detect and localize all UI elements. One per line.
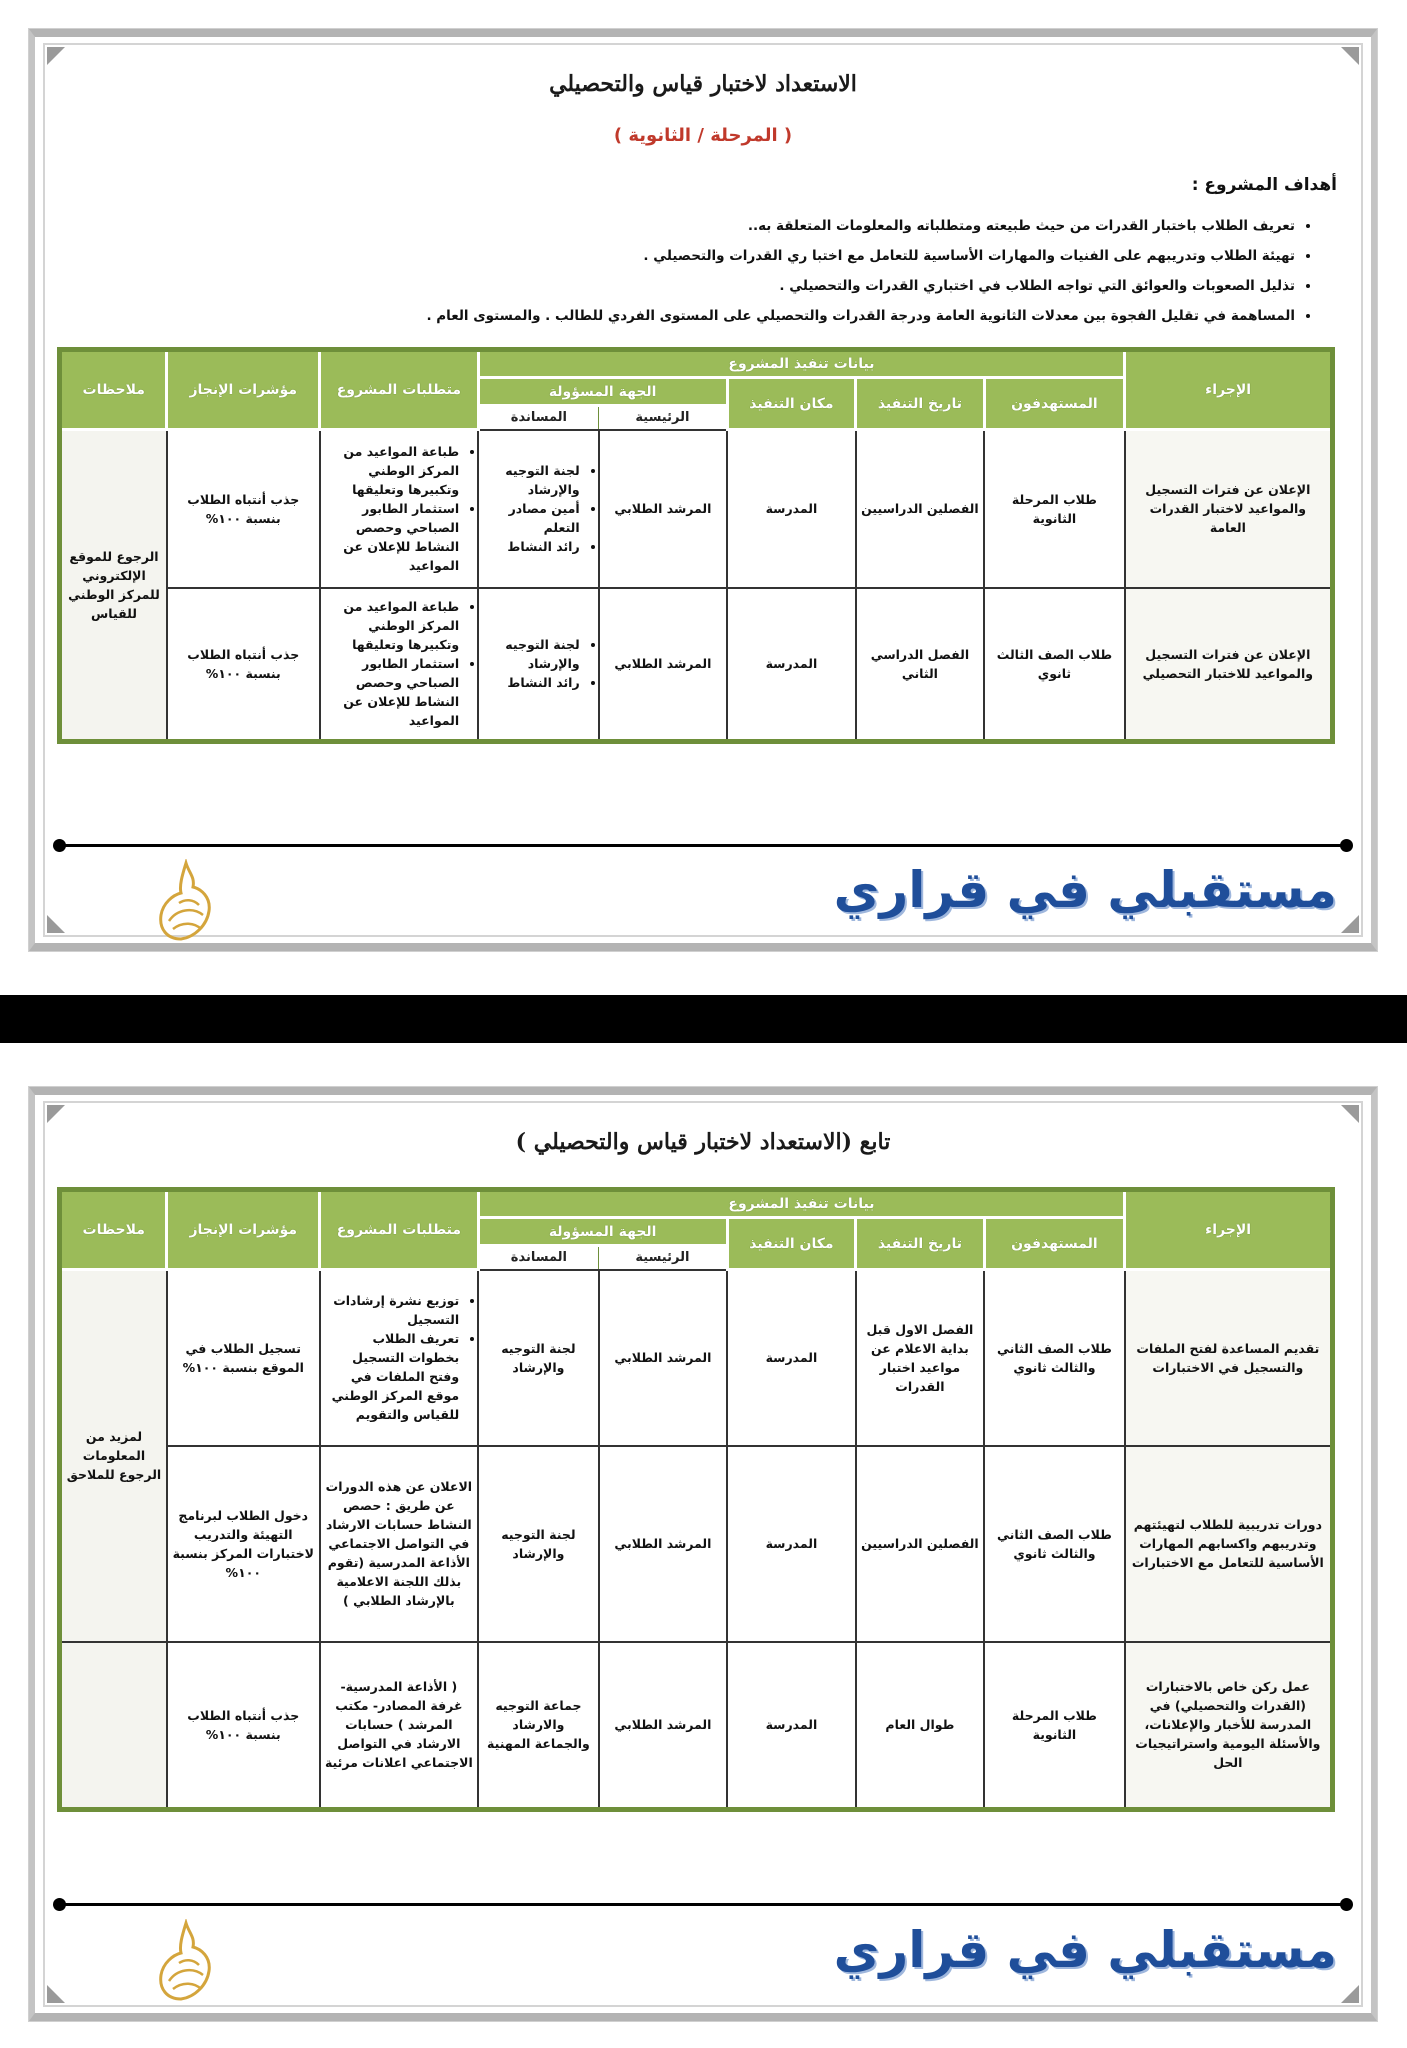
cell-place: المدرسة: [727, 1642, 856, 1810]
cell-requirements: ( الأذاعة المدرسية- غرفة المصادر- مكتب المرشد ) حسابات الارشاد في التواصل الاجتماعي اعلانات مرئية: [320, 1642, 479, 1810]
corner-triangle: [1341, 1105, 1359, 1123]
calligraphy-logo-icon: [149, 859, 223, 945]
header-indicators: مؤشرات الإنجاز: [167, 350, 320, 430]
corner-triangle: [47, 1105, 65, 1123]
cell-place: المدرسة: [727, 1270, 856, 1446]
corner-triangle: [1341, 915, 1359, 933]
support-item: • لجنة التوجيه والإرشاد: [483, 461, 580, 499]
page-title: تابع (الاستعداد لاختبار قياس والتحصيلي ): [515, 1129, 891, 1155]
table-row: [60, 430, 1333, 588]
header-indicators: مؤشرات الإنجاز: [167, 1190, 320, 1270]
cell-action: الإعلان عن فترات التسجيل والمواعيد لاختبار القدرات العامة: [1125, 430, 1333, 588]
cell-main: المرشد الطلابي: [599, 588, 728, 742]
header-notes: ملاحظات: [60, 350, 167, 430]
table-row: [60, 1446, 1333, 1642]
header-group: بيانات تنفيذ المشروع: [478, 1190, 1125, 1218]
goal-item: • تذليل الصعوبات والعوائق التي تواجه الطلاب في اختباري القدرات والتحصيلي .: [89, 271, 1295, 301]
header-date: تاريخ التنفيذ: [856, 1218, 985, 1270]
support-item: • رائد النشاط: [483, 673, 580, 692]
page-title: الاستعداد لاختبار قياس والتحصيلي: [549, 71, 857, 97]
cell-target: طلاب الصف الثاني والثالث ثانوي: [984, 1446, 1125, 1642]
header-place: مكان التنفيذ: [727, 378, 856, 430]
rule-dot: [1340, 839, 1353, 852]
cell-notes: الرجوع للموقع الإلكتروني للمركز الوطني للقياس: [60, 430, 167, 742]
corner-triangle: [47, 47, 65, 65]
requirement-item: • استثمار الطابور الصباحي وحصص النشاط للإعلان عن المواعيد: [325, 499, 460, 575]
header-requirements: متطلبات المشروع: [320, 350, 479, 430]
cell-requirements: الاعلان عن هذه الدورات عن طريق : حصص النشاط حسابات الارشاد في التواصل الاجتماعي الأذاعة المدرسية (تقوم بذلك اللجنة الاعلامية بالإرشاد الطلابي ): [320, 1446, 479, 1642]
cell-indicator: تسجيل الطلاب في الموقع بنسبة ١٠٠%: [167, 1270, 320, 1446]
cell-support: لجنة التوجيه والإرشاد: [478, 1446, 599, 1642]
cell-target: طلاب الصف الثالث ثانوي: [984, 588, 1125, 742]
cell-date: الفصل الاول قبل بداية الاعلام عن مواعيد اختبار القدرات: [856, 1270, 985, 1446]
cell-place: المدرسة: [727, 588, 856, 742]
goals-heading: أهداف المشروع :: [1191, 175, 1337, 195]
goal-item: • تهيئة الطلاب وتدريبهم على الفنيات والمهارات الأساسية للتعامل مع اختبا ري القدرات والتحصيلي .: [89, 241, 1295, 271]
project-table: [57, 1187, 1335, 1812]
header-group: بيانات تنفيذ المشروع: [478, 350, 1125, 378]
header-requirements: متطلبات المشروع: [320, 1190, 479, 1270]
header-responsible: الجهة المسؤولة: [478, 1218, 727, 1246]
cell-requirements: [320, 588, 479, 742]
cell-indicator: جذب أنتباه الطلاب بنسبة ١٠٠%: [167, 588, 320, 742]
corner-triangle: [47, 915, 65, 933]
header-place: مكان التنفيذ: [727, 1218, 856, 1270]
header-action: الإجراء: [1125, 1190, 1333, 1270]
header-notes: ملاحظات: [60, 1190, 167, 1270]
cell-place: المدرسة: [727, 430, 856, 588]
page-two: [28, 1086, 1378, 2022]
cell-requirements: [320, 1270, 479, 1446]
rule-dot: [53, 839, 66, 852]
cell-support: لجنة التوجيه والإرشاد: [478, 1270, 599, 1446]
calligraphy-logo-icon: [149, 1919, 223, 2005]
goals-list: [89, 211, 1317, 331]
table-row: [60, 588, 1333, 742]
cell-requirements: [320, 430, 479, 588]
cell-action: دورات تدريبية للطلاب لتهيئتهم وتدريبهم واكسابهم المهارات الأساسية للتعامل مع الاختبارات: [1125, 1446, 1333, 1642]
table-row: [60, 1270, 1333, 1446]
corner-triangle: [1341, 47, 1359, 65]
page-subtitle: ( المرحلة / الثانوية ): [613, 125, 793, 146]
cell-action: عمل ركن خاص بالاختبارات (القدرات والتحصيلي) في المدرسة للأخبار والإعلانات، والأسئلة اليومية واستراتيجيات الحل: [1125, 1642, 1333, 1810]
requirement-item: • تعريف الطلاب بخطوات التسجيل وفتح الملفات في موقع المركز الوطني للقياس والتقويم: [325, 1329, 460, 1424]
cell-indicator: جذب أنتباه الطلاب بنسبة ١٠٠%: [167, 430, 320, 588]
page-one: [28, 28, 1378, 952]
project-table: [57, 347, 1335, 744]
brand-slogan: مستقبلي في قراري: [833, 861, 1337, 919]
requirement-item: • طباعة المواعيد من المركز الوطني وتكبيرها وتعليقها: [325, 442, 460, 499]
cell-main: المرشد الطلابي: [599, 1642, 728, 1810]
requirement-item: • طباعة المواعيد من المركز الوطني وتكبيرها وتعليقها: [325, 597, 460, 654]
header-responsible: الجهة المسؤولة: [478, 378, 727, 406]
header-target: المستهدفون: [984, 378, 1125, 430]
cell-date: طوال العام: [856, 1642, 985, 1810]
header-main: الرئيسية: [599, 406, 728, 430]
header-date: تاريخ التنفيذ: [856, 378, 985, 430]
cell-date: الفصلين الدراسيين: [856, 430, 985, 588]
support-item: • رائد النشاط: [483, 537, 580, 556]
cell-target: طلاب الصف الثاني والثالث ثانوي: [984, 1270, 1125, 1446]
rule-dot: [53, 1898, 66, 1911]
cell-support: جماعة التوجيه والارشاد والجماعة المهنية: [478, 1642, 599, 1810]
header-main: الرئيسية: [599, 1246, 728, 1270]
cell-support: [478, 588, 599, 742]
cell-date: الفصل الدراسي الثاني: [856, 588, 985, 742]
brand-slogan: مستقبلي في قراري: [833, 1921, 1337, 1979]
cell-main: المرشد الطلابي: [599, 1270, 728, 1446]
cell-main: المرشد الطلابي: [599, 1446, 728, 1642]
header-support: المساندة: [478, 406, 599, 430]
cell-target: طلاب المرحلة الثانوية: [984, 1642, 1125, 1810]
footer-rule: [59, 844, 1347, 847]
cell-date: الفصلين الدراسيين: [856, 1446, 985, 1642]
cell-indicator: دخول الطلاب لبرنامج التهيئة والتدريب لاختبارات المركز بنسبة ١٠٠%: [167, 1446, 320, 1642]
cell-notes-empty: [60, 1642, 167, 1810]
cell-main: المرشد الطلابي: [599, 430, 728, 588]
goal-item: • تعريف الطلاب باختبار القدرات من حيث طبيعته ومتطلباته والمعلومات المتعلقة به..: [89, 211, 1295, 241]
rule-dot: [1340, 1898, 1353, 1911]
table-row: [60, 1642, 1333, 1810]
corner-triangle: [47, 1985, 65, 2003]
support-item: • أمين مصادر التعلم: [483, 499, 580, 537]
corner-triangle: [1341, 1985, 1359, 2003]
requirement-item: • توزيع نشرة إرشادات التسجيل: [325, 1291, 460, 1329]
header-support: المساندة: [478, 1246, 599, 1270]
support-item: • لجنة التوجيه والإرشاد: [483, 635, 580, 673]
goal-item: • المساهمة في تقليل الفجوة بين معدلات الثانوية العامة ودرجة القدرات والتحصيلي على المستوى الفردي للطالب . والمستوى العام .: [89, 301, 1295, 331]
cell-indicator: جذب أنتباه الطلاب بنسبة ١٠٠%: [167, 1642, 320, 1810]
footer-rule: [59, 1903, 1347, 1906]
cell-action: الإعلان عن فترات التسجيل والمواعيد للاختبار التحصيلي: [1125, 588, 1333, 742]
cell-action: تقديم المساعدة لفتح الملفات والتسجيل في الاختبارات: [1125, 1270, 1333, 1446]
cell-place: المدرسة: [727, 1446, 856, 1642]
header-action: الإجراء: [1125, 350, 1333, 430]
cell-notes: لمزيد من المعلومات الرجوع للملاحق: [60, 1270, 167, 1642]
header-target: المستهدفون: [984, 1218, 1125, 1270]
separator-band: [0, 995, 1407, 1043]
cell-target: طلاب المرحلة الثانوية: [984, 430, 1125, 588]
cell-support: [478, 430, 599, 588]
requirement-item: • استثمار الطابور الصباحي وحصص النشاط للإعلان عن المواعيد: [325, 654, 460, 730]
